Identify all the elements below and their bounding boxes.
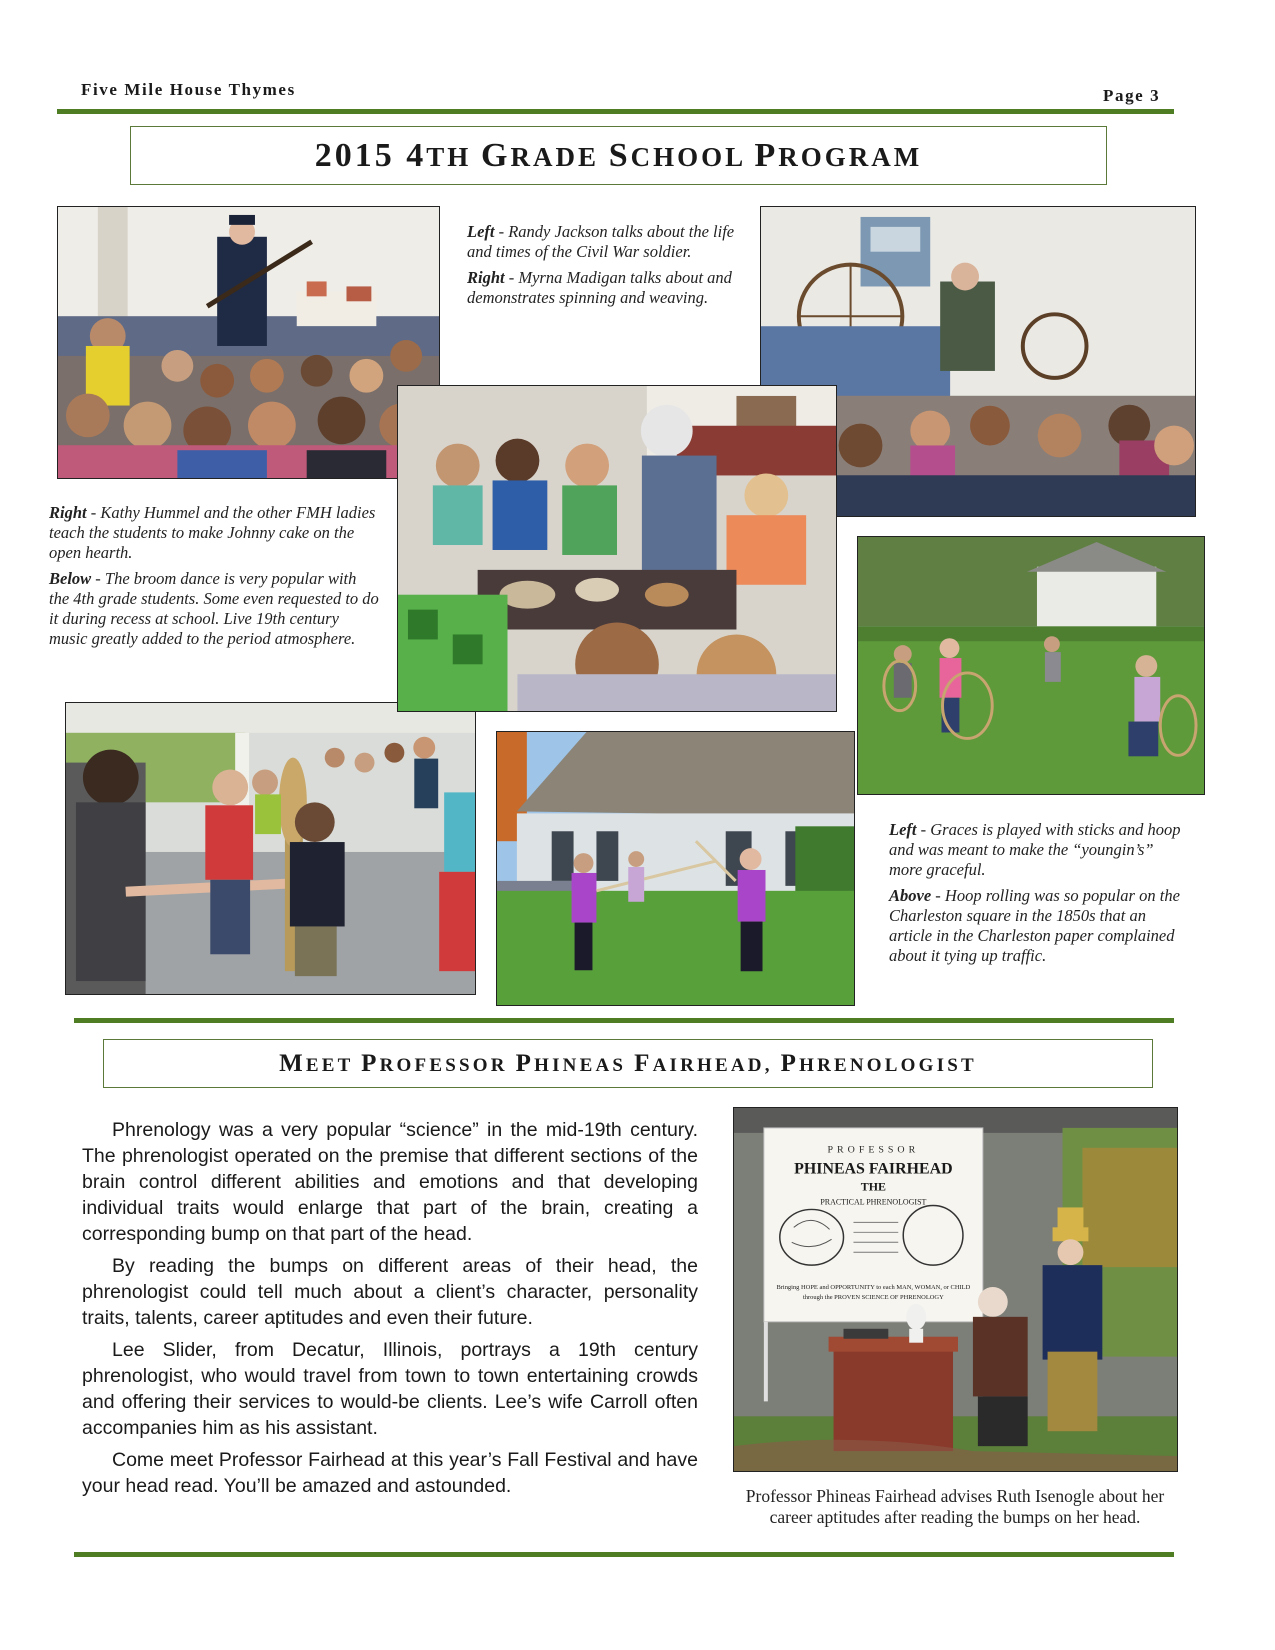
photo-professor-fairhead <box>733 1107 1178 1472</box>
banner-line6: through the PROVEN SCIENCE OF PHRENOLOGY <box>802 1293 944 1301</box>
title-school-program-part: P <box>754 136 779 174</box>
article-paragraph: Come meet Professor Fairhead at this year’s Fall Festival and have your head read. You’ll be amazed and astounded. <box>82 1449 698 1497</box>
title-phrenologist-part: F <box>634 1049 653 1077</box>
title-school-program-part: ROGRAM <box>778 141 923 172</box>
section-title-box-2 <box>103 1039 1153 1088</box>
caption-right-left: Left - Graces is played with sticks and hoop and was meant to make the “youngin’s” more graceful. <box>889 820 1181 879</box>
banner-line2: PHINEAS FAIRHEAD <box>794 1160 953 1178</box>
title-school-program-part: CHOOL <box>630 141 755 172</box>
article-phrenology <box>82 1117 698 1505</box>
caption-left-below: Below - The broom dance is very popular with the 4th grade students. Some even requested to do it during recess at school. Live 19th century music greatly added to the period atmosphere. <box>49 569 379 648</box>
photo-civil-war-soldier <box>57 206 440 479</box>
banner-line3: THE <box>860 1179 886 1194</box>
section-divider-rule <box>74 1018 1174 1023</box>
title-phrenologist-part: HRENOLOGIST <box>799 1054 977 1076</box>
photo-johnny-cake <box>397 385 837 712</box>
caption-right <box>889 820 1189 972</box>
photo-hoop-rolling <box>857 536 1205 795</box>
article-paragraph: Phrenology was a very popular “science” in the mid-19th century. The phrenologist operated on the premise that different sections of the brain control different abilities and emotions and that developing individual traits would enlarge that part of the brain, creating a corresponding bump on that part of the head. <box>82 1119 698 1245</box>
footer-rule <box>74 1552 1174 1557</box>
section-title-school-program <box>315 137 922 175</box>
title-phrenologist-part: P <box>780 1049 800 1077</box>
section-title-box <box>130 126 1107 185</box>
title-phrenologist-part: HINEAS <box>534 1054 635 1076</box>
title-phrenologist-part: AIRHEAD, <box>652 1054 781 1076</box>
title-school-program-part: S <box>608 136 631 174</box>
article-paragraph: By reading the bumps on different areas of their head, the phrenologist could tell much about a client’s character, personality traits, talents, career aptitudes and even their future. <box>82 1255 698 1329</box>
title-school-program-part: RADE <box>510 141 609 172</box>
title-phrenologist-part: EET <box>305 1054 362 1076</box>
article-paragraph: Lee Slider, from Decatur, Illinois, portrays a 19th century phrenologist, who would travel from town to town entertaining crowds and offering their services to would-be clients. Lee’s wife Carroll often accompanies him as his assistant. <box>82 1339 698 1439</box>
photo-graces-game <box>496 731 855 1006</box>
title-phrenologist-part: P <box>361 1049 380 1077</box>
caption-top <box>467 222 737 314</box>
caption-left-right: Right - Kathy Hummel and the other FMH ladies teach the students to make Johnny cake on the open hearth. <box>49 503 376 562</box>
title-phrenologist-part: P <box>515 1049 535 1077</box>
photo-broom-dance <box>65 702 476 995</box>
banner-line1: PROFESSOR <box>827 1144 920 1156</box>
caption-top-left: Left - Randy Jackson talks about the life and times of the Civil War soldier. <box>467 222 735 261</box>
title-school-program-part: G <box>481 136 511 174</box>
title-school-program-part: 2015 4 <box>314 136 427 174</box>
banner-line4: PRACTICAL PHRENOLOGIST <box>820 1197 927 1207</box>
page-number: Page 3 <box>1103 86 1161 105</box>
title-phrenologist-part: ROFESSOR <box>379 1054 516 1076</box>
caption-left <box>49 503 379 655</box>
caption-right-above: Above - Hoop rolling was so popular on the Charleston square in the 1850s that an article in the Charleston paper complained about it tying up traffic. <box>889 886 1180 965</box>
photo-caption-professor: Professor Phineas Fairhead advises Ruth Isenogle about her career aptitudes after reading the bumps on her head. <box>745 1486 1165 1527</box>
banner-line5: Bringing HOPE and OPPORTUNITY to each MAN, WOMAN, or CHILD <box>776 1284 971 1292</box>
caption-top-right: Right - Myrna Madigan talks about and demonstrates spinning and weaving. <box>467 268 732 307</box>
section-title-phrenologist <box>279 1050 977 1078</box>
header-rule <box>57 109 1174 114</box>
title-phrenologist-part: M <box>279 1049 306 1077</box>
newsletter-name: Five Mile House Thymes <box>81 80 296 99</box>
title-school-program-part: TH <box>426 141 482 172</box>
